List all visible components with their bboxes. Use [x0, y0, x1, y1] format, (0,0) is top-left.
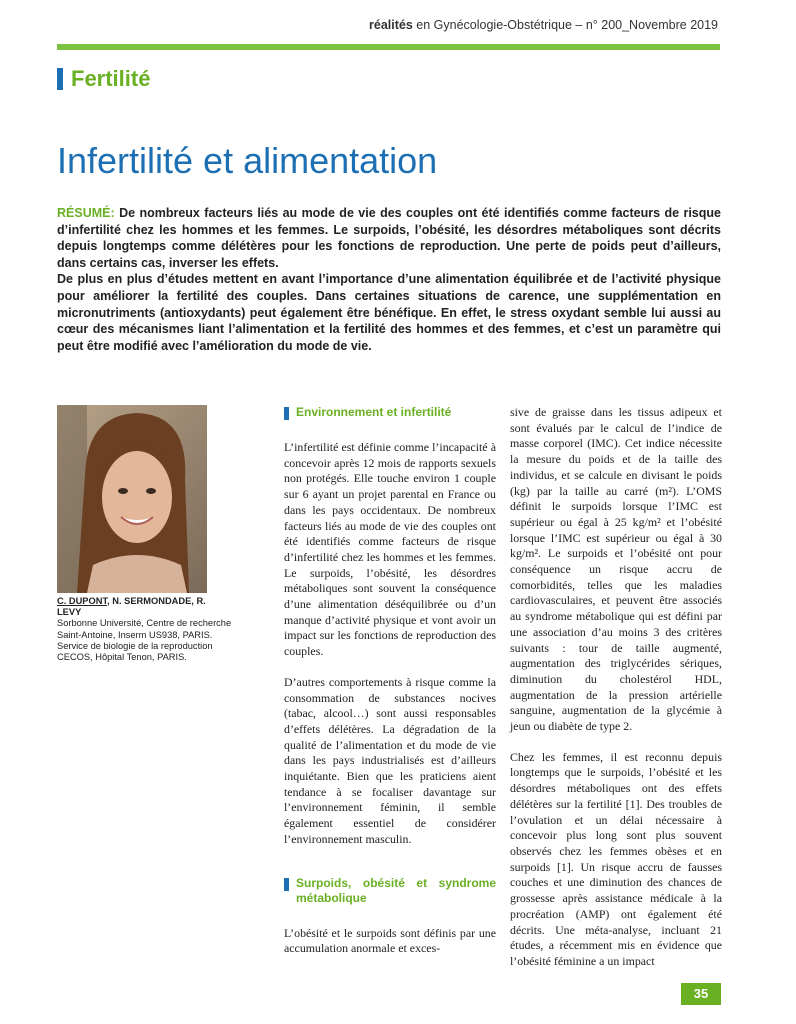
section-2-paragraph-1-start: L’obésité et le surpoids sont définis par une accumulation anormale et exces- — [284, 925, 496, 956]
section-2-paragraph-2: Chez les femmes, il est reconnu depuis longtemps que le surpoids, l’obésité et les désordres métaboliques ont des effets délétères sur la fertilité [1]. Des troubles de l’ovulation et un délai nécessaire à concevoir plus long sont plus souvent observés chez les femmes obèses et en surpoids [1]. Un risque accru de fausses couches et une diminution des chances de grossesse après assistance médicale à la procréation (AMP) ont également été décrits. Une méta-analyse, incluant 21 études, a récemment mis en évidence que l’obésité féminine a un impact — [510, 749, 722, 968]
article-title: Infertilité et alimentation — [57, 140, 438, 181]
rubric-label: Fertilité — [71, 66, 151, 91]
rubric-bar — [57, 68, 63, 90]
section-bar — [284, 407, 289, 420]
author-names — [57, 596, 232, 618]
section-heading-environment — [284, 405, 496, 420]
section-heading-obesity — [284, 876, 496, 906]
abstract — [57, 205, 721, 354]
abstract-label: RÉSUMÉ: — [57, 206, 115, 220]
section-2-paragraph-1-continued: sive de graisse dans les tissus adipeux et sont évalués par le calcul de l’indice de masse corporel (IMC). Cet indice nécessite la mesure du poids et de la taille des individus, et se calcule en divisant le poids (kg) par la taille au carré (m²). L’OMS définit le surpoids lorsque l’IMC est supérieur ou égal à 25 kg/m² et l’obésité lorsque l’IMC est supérieur ou égal à 30 kg/m². Le surpoids et l’obésité ont pour conséquence un risque accru de comorbidités, telles que les maladies cardiovasculaires, et peuvent être associés au syndrome métabolique qui est défini par une association d’au moins 3 des critères suivants : tour de taille augmenté, augmentation des triglycérides sériques, diminution du cholestérol HDL, augmentation de la pression artérielle sanguine, augmentation de la glycémie à jeun ou diabète de type 2. — [510, 405, 722, 734]
column-middle — [284, 405, 496, 957]
affiliation-1: Sorbonne Université, Centre de recherche Saint-Antoine, Inserm US938, PARIS. — [57, 618, 232, 640]
abstract-paragraph-1 — [57, 205, 721, 271]
authors-block — [57, 596, 232, 663]
column-right — [510, 405, 722, 970]
section-title-environment: Environnement et infertilité — [296, 405, 452, 419]
abstract-text-1: De nombreux facteurs liés au mode de vie des couples ont été identifiés comme facteurs de risque d’infertilité chez les hommes et les femmes. Le surpoids, l’obésité, les désordres métaboliques sont décrits depuis longtemps comme délétères pour les fonctions de reproduction. Une perte de poids peut d’ailleurs, dans certains cas, inverser les effets. — [57, 206, 721, 270]
author-photo — [57, 405, 207, 593]
section-bar — [284, 878, 289, 891]
co-authors: , N. SERMONDADE, R. LEVY — [57, 596, 206, 618]
journal-issue: en Gynécologie-Obstétrique – n° 200_Novembre 2019 — [416, 18, 718, 32]
section-1-paragraph-1: L’infertilité est définie comme l’incapacité à concevoir après 12 mois de rapports sexuels non protégés. Elle touche environ 1 couple sur 6 ayant un projet parental en France ou dans les pays occidentaux. De nombreux facteurs liés au mode de vie des couples ont été identifiés comme facteurs de risque d’infertilité chez les hommes et les femmes. Le surpoids, l’obésité, les désordres métaboliques sont souvent la conséquence d’une alimentation déséquilibrée ou d’un manque d’activité physique et vont avoir un impact sur les fonctions de reproduction des couples. — [284, 440, 496, 659]
first-author: C. DUPONT — [57, 596, 108, 606]
page-number: 35 — [681, 983, 721, 1005]
rubric — [57, 66, 150, 92]
header-rule — [57, 44, 720, 50]
journal-name: réalités — [369, 18, 413, 32]
abstract-paragraph-2: De plus en plus d’études mettent en avant l’importance d’une alimentation équilibrée et de l’activité physique pour améliorer la fertilité des couples. Dans certaines situations de carence, une supplémentation en micronutriments (antioxydants) peut également être bénéfique. En effet, le stress oxydant semble lui aussi au cœur des mécanismes liant l’alimentation et la fertilité des hommes et des femmes, et c’est un paramètre qui peut être modifié avec l’amélioration du mode de vie. — [57, 272, 721, 353]
journal-header — [369, 18, 718, 32]
section-title-obesity: Surpoids, obésité et syndrome métabolique — [296, 875, 496, 905]
section-1-paragraph-2: D’autres comportements à risque comme la consommation de substances nocives (tabac, alcool…) sont aussi responsables d’effets délétères. La dégradation de la qualité de l’alimentation et du mode de vie dans les pays industrialisés est d’ailleurs inquiétante. Bien que les praticiens aient tendance à se focaliser davantage sur l’environnement féminin, il semble également essentiel de considérer l’environnement masculin. — [284, 674, 496, 846]
affiliation-2: Service de biologie de la reproduction CECOS, Hôpital Tenon, PARIS. — [57, 640, 213, 663]
